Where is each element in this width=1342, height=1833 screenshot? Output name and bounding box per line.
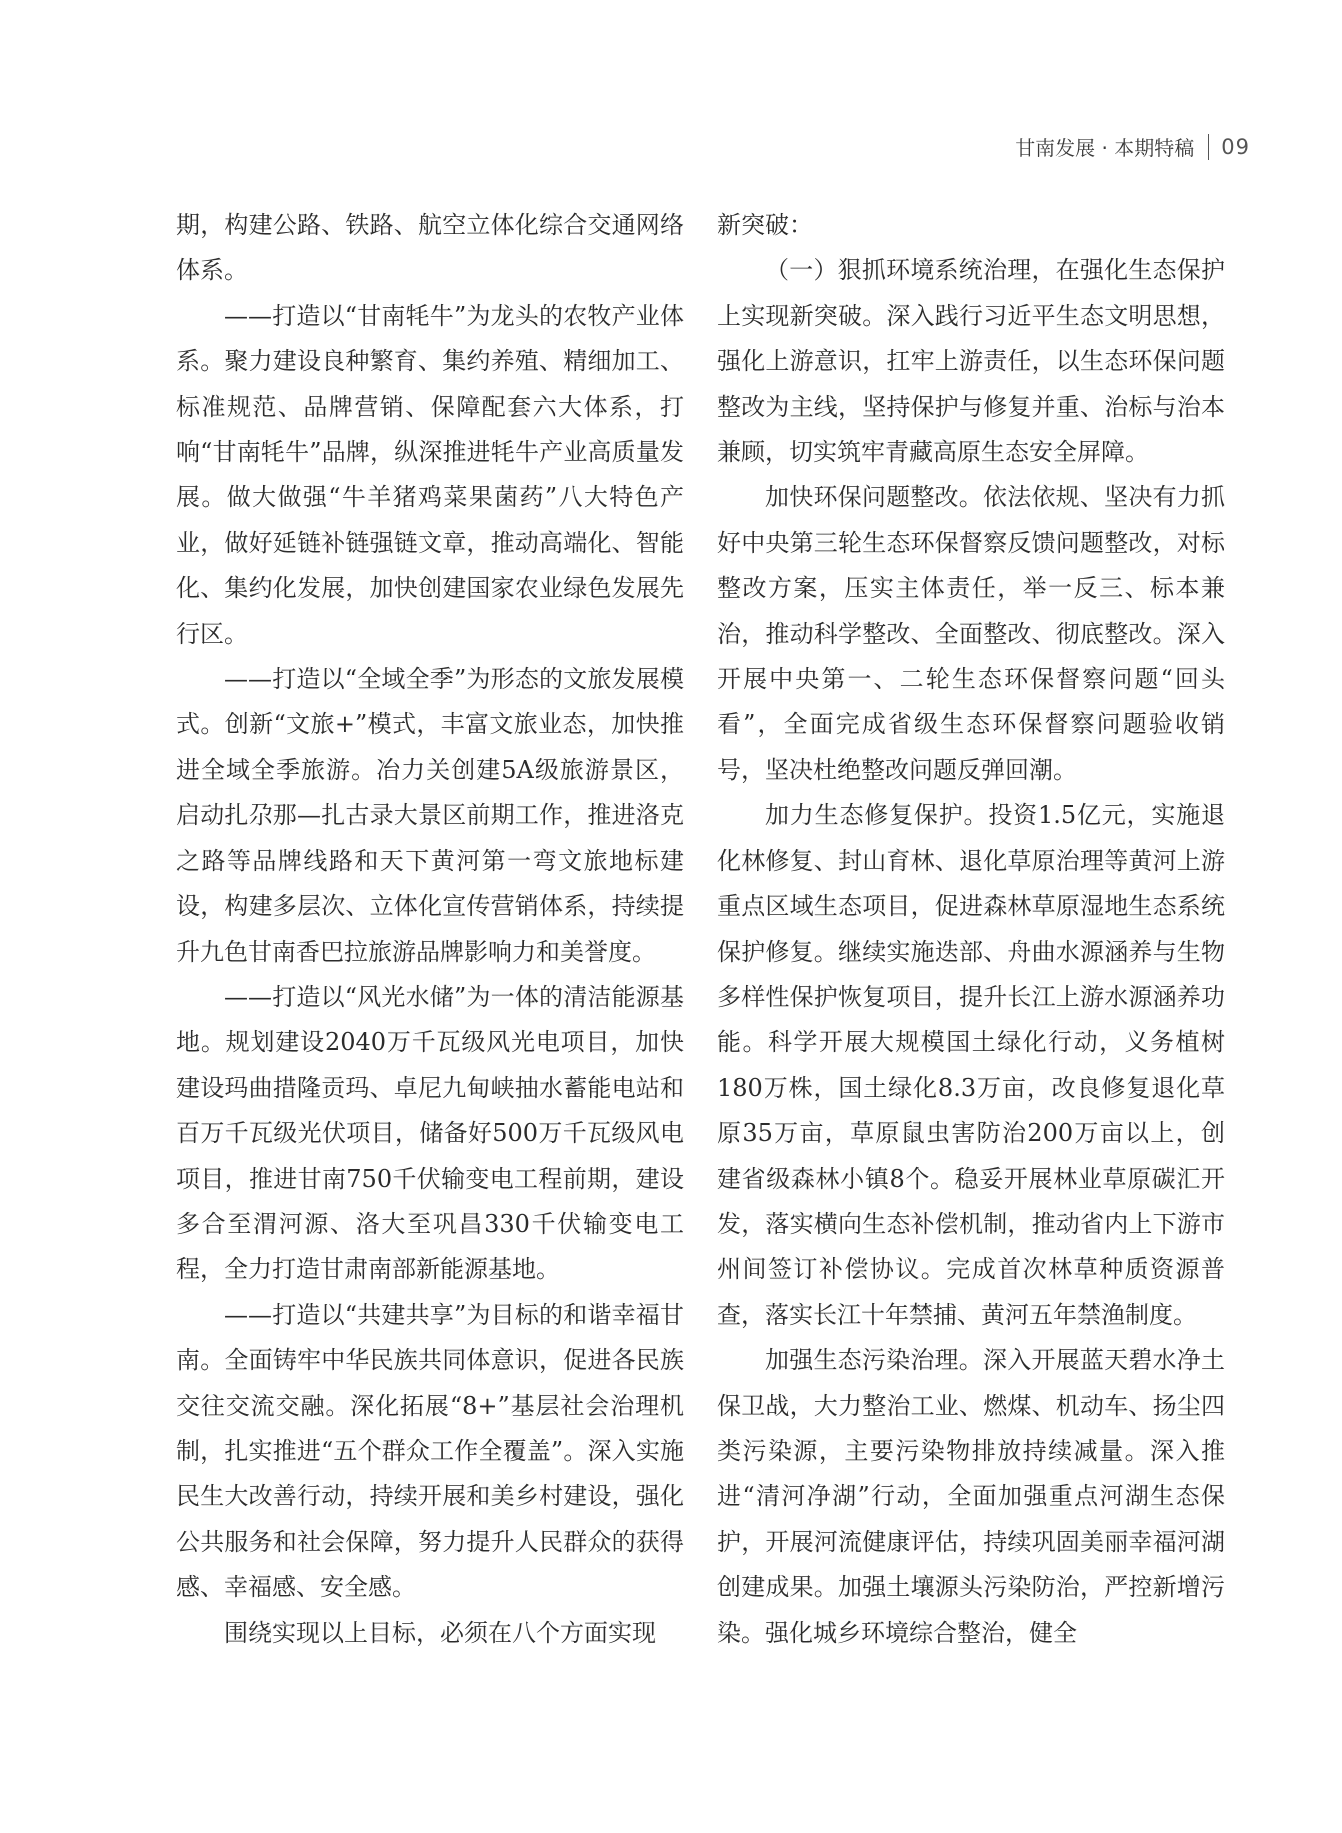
running-header [1015, 132, 1250, 161]
left-column [176, 203, 684, 1656]
paragraph: ——打造以“风光水储”为一体的清洁能源基地。规划建设2040万千瓦级风光电项目，加快建设玛曲措隆贡玛、卓尼九甸峡抽水蓄能电站和百万千瓦级光伏项目，储备好500万千瓦级风电项目，推进甘南750千伏输变电工程前期，建设多合至渭河源、洛大至巩昌330千伏输变电工程，全力打造甘肃南部新能源基地。 [176, 982, 684, 1284]
paragraph: 新突破： [717, 211, 813, 239]
page-number: 09 [1221, 134, 1250, 159]
paragraph: ——打造以“全域全季”为形态的文旅发展模式。创新“文旅+”模式，丰富文旅业态，加快推进全域全季旅游。冶力关创建5A级旅游景区，启动扎尕那—扎古录大景区前期工作，推进洛克之路等品牌线路和天下黄河第一弯文旅地标建设，构建多层次、立体化宣传营销体系，持续提升九色甘南香巴拉旅游品牌影响力和美誉度。 [176, 665, 684, 966]
paragraph: 加强生态污染治理。深入开展蓝天碧水净土保卫战，大力整治工业、燃煤、机动车、扬尘四类污染源，主要污染物排放持续减量。深入推进“清河净湖”行动，全面加强重点河湖生态保护，开展河流健康评估，持续巩固美丽幸福河湖创建成果。加强土壤源头污染防治，严控新增污染。强化城乡环境综合整治，健全 [717, 1346, 1225, 1647]
paragraph: ——打造以“甘南牦牛”为龙头的农牧产业体系。聚力建设良种繁育、集约养殖、精细加工、标准规范、品牌营销、保障配套六大体系，打响“甘南牦牛”品牌，纵深推进牦牛产业高质量发展。做大做强“牛羊猪鸡菜果菌药”八大特色产业，做好延链补链强链文章，推动高端化、智能化、集约化发展，加快创建国家农业绿色发展先行区。 [176, 301, 684, 648]
paragraph: ——打造以“共建共享”为目标的和谐幸福甘南。全面铸牢中华民族共同体意识，促进各民族交往交流交融。深化拓展“8+”基层社会治理机制，扎实推进“五个群众工作全覆盖”。深入实施民生大改善行动，持续开展和美乡村建设，强化公共服务和社会保障，努力提升人民群众的获得感、幸福感、安全感。 [176, 1300, 684, 1602]
right-column [717, 203, 1225, 1656]
paragraph: 加力生态修复保护。投资1.5亿元，实施退化林修复、封山育林、退化草原治理等黄河上游重点区域生态项目，促进森林草原湿地生态系统保护修复。继续实施迭部、舟曲水源涵养与生物多样性保护恢复项目，提升长江上游水源涵养功能。科学开展大规模国土绿化行动，义务植树180万株，国土绿化8.3万亩，改良修复退化草原35万亩，草原鼠虫害防治200万亩以上，创建省级森林小镇8个。稳妥开展林业草原碳汇开发，落实横向生态补偿机制，推动省内上下游市州间签订补偿协议。完成首次林草种质资源普查，落实长江十年禁捕、黄河五年禁渔制度。 [717, 801, 1225, 1329]
paragraph: 期，构建公路、铁路、航空立体化综合交通网络体系。 [176, 211, 684, 285]
paragraph: 加快环保问题整改。依法依规、坚决有力抓好中央第三轮生态环保督察反馈问题整改，对标整改方案，压实主体责任，举一反三、标本兼治，推动科学整改、全面整改、彻底整改。深入开展中央第一、二轮生态环保督察问题“回头看”，全面完成省级生态环保督察问题验收销号，坚决杜绝整改问题反弹回潮。 [717, 483, 1225, 784]
paragraph: 围绕实现以上目标，必须在八个方面实现 [224, 1618, 656, 1647]
paragraph: （一）狠抓环境系统治理，在强化生态保护上实现新突破。深入践行习近平生态文明思想，强化上游意识，扛牢上游责任，以生态环保问题整改为主线，坚持保护与修复并重、治标与治本兼顾，切实筑牢青藏高原生态安全屏障。 [717, 256, 1225, 467]
header-divider [1208, 134, 1209, 160]
section-title: 甘南发展 · 本期特稿 [1015, 136, 1195, 160]
